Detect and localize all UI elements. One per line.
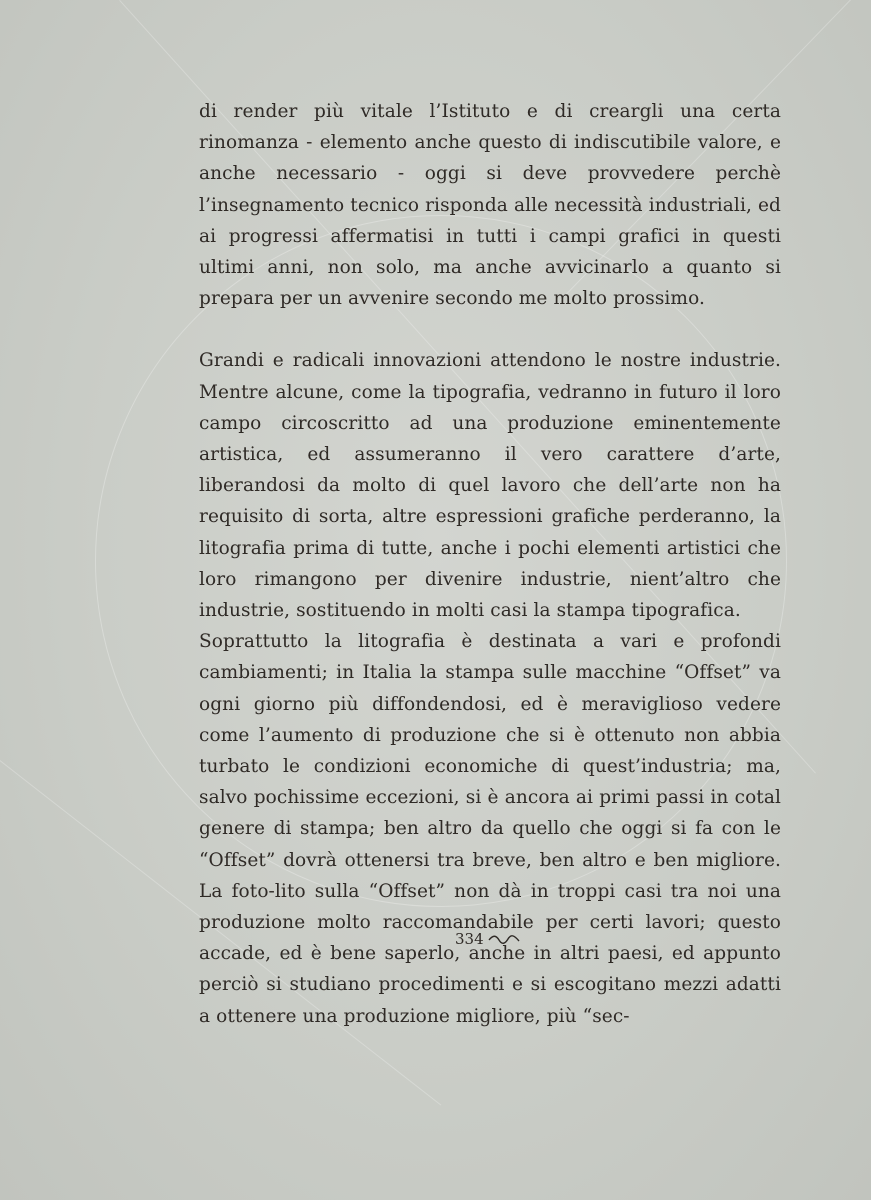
paragraph-gap: [199, 314, 781, 345]
flourish-icon: [488, 933, 520, 945]
paragraph-2: Grandi e radicali innovazioni attendono le nostre industrie. Mentre alcune, come la tipografia, vedranno in futuro il loro campo circoscritto ad una produzione eminentemente artistica, ed assumeranno il vero carattere d’arte, liberandosi da molto di quel lavoro che dell’arte non ha requisito di sorta, altre espressioni grafiche perderanno, la litografia prima di tutte, anche i pochi elementi artistici che loro rimangono per divenire industrie, nient’altro che industrie, sostituendo in molti casi la stampa tipografica.: [199, 350, 781, 622]
page-number-text: 334: [455, 930, 484, 948]
paragraph-1: di render più vitale l’Istituto e di creargli una certa rinomanza - elemento anche questo di indiscutibile valore, e anche necessario - oggi si deve provvedere perchè l’insegnamento tecnico risponda alle necessità industriali, ed ai progressi affermatisi in tutti i campi grafici in questi ultimi anni, non solo, ma anche avvicinarlo a quanto si prepara per un avvenire secondo me molto prossimo.: [199, 101, 781, 310]
page-number: [455, 930, 520, 948]
body-text: [199, 96, 781, 1032]
paragraph-3: Soprattutto la litografia è destinata a vari e profondi cambiamenti; in Italia la stampa sulle macchine “Offset” va ogni giorno più diffondendosi, ed è meraviglioso vedere come l’aumento di produzione che si è ottenuto non abbia turbato le condizioni economiche di quest’industria; ma, salvo pochissime eccezioni, si è ancora ai primi passi in cotal genere di stampa; ben altro da quello che oggi si fa con le “Offset” dovrà ottenersi tra breve, ben altro e ben migliore. La foto-lito sulla “Offset” non dà in troppi casi tra noi una produzione molto raccomandabile per certi lavori; questo accade, ed è bene saperlo, anche in altri paesi, ed appunto perciò si studiano procedimenti e si escogitano mezzi adatti a ottenere una produzione migliore, più “sec-: [199, 631, 781, 1027]
